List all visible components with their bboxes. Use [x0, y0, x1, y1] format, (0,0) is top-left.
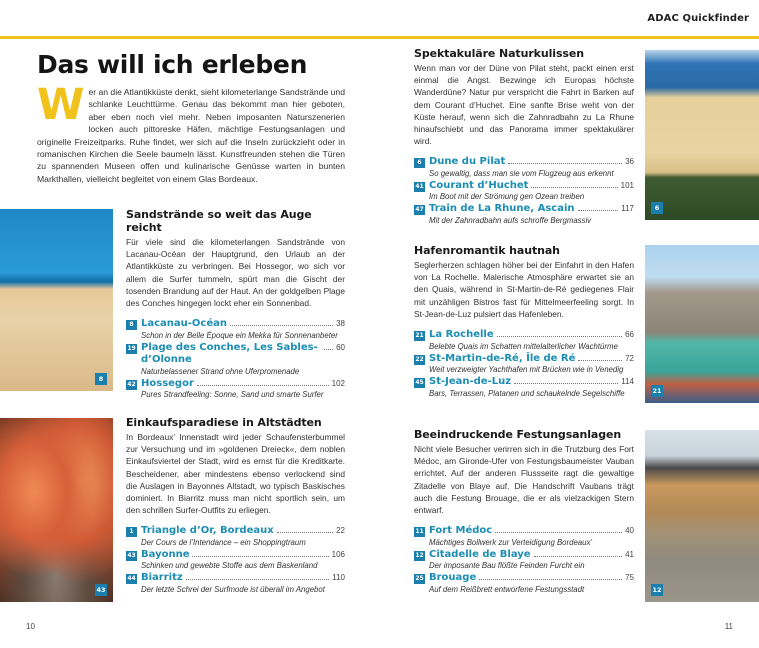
entry-item[interactable] — [414, 180, 634, 203]
entry-name[interactable]: Courant d’Huchet — [429, 179, 529, 191]
entry-name[interactable]: Hossegor — [141, 377, 194, 389]
entry-item[interactable] — [414, 353, 634, 376]
entry-list — [126, 525, 345, 595]
entry-description: Der letzte Schrei der Surfmode ist überall im Angebot — [141, 584, 325, 594]
entry-description: Mit der Zahnradbahn aufs schroffe Bergmassiv — [429, 215, 592, 225]
entry-page: 38 — [336, 319, 345, 329]
entry-name[interactable]: Fort Médoc — [429, 525, 493, 537]
section-heading: Spektakuläre Naturkulissen — [414, 47, 584, 60]
leader-dots — [578, 360, 622, 361]
photo-badge: 8 — [95, 373, 107, 385]
entry-name[interactable]: St-Jean-de-Luz — [429, 376, 512, 388]
entry-number-badge: 44 — [127, 575, 136, 583]
entry-name[interactable]: Dune du Pilat — [429, 156, 506, 168]
entry-item[interactable] — [414, 376, 634, 399]
entry-page: 75 — [625, 573, 634, 583]
entry-name[interactable]: Brouage — [429, 572, 477, 584]
entry-number-badge: 21 — [415, 332, 424, 340]
entry-description: So gewaltig, dass man sie vom Flugzeug aus erkennt — [429, 168, 614, 178]
entry-page: 60 — [336, 342, 345, 352]
page-number-left: 10 — [26, 622, 35, 631]
entry-name[interactable]: Train de La Rhune, Ascain — [429, 203, 575, 215]
section-hafenromantik — [414, 244, 634, 400]
entry-item[interactable] — [414, 203, 634, 226]
entry-page: 117 — [621, 204, 634, 214]
entry-page: 22 — [336, 526, 345, 536]
entry-description: Weit verzweigter Yachthafen mit Brücken wie in Venedig — [429, 365, 624, 375]
entry-name[interactable]: Plage des Conches, Les Sables-d’Olonne — [141, 341, 318, 366]
entry-description: Pures Strandfeeling: Sonne, Sand und smarte Surfer — [141, 390, 324, 400]
entry-item[interactable] — [414, 549, 634, 572]
section-body: Nicht viele Besucher verirren sich in die Trutzburg des Fort Médoc, am Gironde-Ufer von Festungsbaumeister Vauban errichtet. Auf der anderen Flussseite ragt die gewaltige Zitadelle von Blaye auf. Die Handschrift Vaubans trägt auch die Festung Brouage, die er als vielzackigen Stern entwarf. — [414, 444, 634, 516]
entry-number-badge: 19 — [127, 344, 136, 352]
entry-description: Im Boot mit der Strömung gen Ozean treiben — [429, 192, 585, 202]
entry-item[interactable] — [126, 549, 345, 572]
intro-text: er an die Atlantikküste denkt, sieht kilometerlange Sandstrände und schlanke Leuchttürme. Genau das bekommt man hier geboten, aber eben noch viel mehr. Neben imposanten Naturszenerien locken auch pittoreske Häfen, mächtige Festungsanlagen und originelle Freizeitparks. Ruhe findet, wer sich auf die Inseln zurückzieht oder in romanischen Kirchen die Seele baumeln lässt. Kunstfreunden stehen die Türen zu spannenden Museen offen und kulinarische Genüsse warten in bunten Markthallen, vielleicht begleitet von einem Glas Bordeaux. — [37, 87, 345, 184]
drop-cap: W — [37, 80, 85, 130]
leader-dots — [479, 579, 622, 580]
entry-item[interactable] — [414, 572, 634, 595]
entry-name[interactable]: St-Martin-de-Ré, Île de Ré — [429, 352, 576, 364]
leader-dots — [277, 532, 333, 533]
entry-list — [126, 318, 345, 400]
entry-description: Der Cours de l’Intendance – ein Shoppingtraum — [141, 537, 306, 547]
entry-item[interactable] — [414, 525, 634, 548]
section-heading: Beeindruckende Festungsanlagen — [414, 428, 622, 441]
entry-name[interactable]: Bayonne — [141, 548, 190, 560]
entry-number-badge: 42 — [127, 380, 136, 388]
photo-beach-boardwalk — [0, 209, 113, 391]
intro-paragraph — [37, 80, 345, 185]
entry-number-badge: 11 — [415, 528, 424, 536]
entry-description: Der imposante Bau flößte Feinden Furcht ein — [429, 561, 585, 571]
leader-dots — [497, 336, 622, 337]
section-body: Für viele sind die kilometerlangen Sandstrände von Lacanau-Océan der Hauptgrund, den Urlaub an der Atlantikküste zu verbringen. Bei Hossegor, wo sich vor allem die Surfer tummeln, spürt man die Gischt der tosenden Brandung auf der Haut. An der goldgelben Plage des Conches hingegen lockt eher ein Sonnenbad. — [126, 237, 345, 309]
photo-dune-du-pilat — [645, 50, 759, 220]
leader-dots — [495, 532, 622, 533]
entry-page: 66 — [625, 330, 634, 340]
page-number-right: 11 — [724, 622, 733, 631]
entry-list — [414, 525, 634, 595]
entry-name[interactable]: La Rochelle — [429, 329, 494, 341]
header-rule — [0, 36, 759, 39]
entry-item[interactable] — [414, 329, 634, 352]
leader-dots — [324, 349, 333, 350]
page-title: Das will ich erleben — [37, 50, 308, 79]
entry-number-badge: 41 — [415, 182, 424, 190]
entry-number-badge: 8 — [126, 320, 137, 330]
photo-badge: 21 — [652, 387, 662, 395]
photo-badge: 6 — [651, 202, 663, 214]
leader-dots — [514, 383, 618, 384]
entry-number-badge: 22 — [415, 355, 424, 363]
entry-item[interactable] — [126, 318, 345, 341]
photo-badge: 43 — [96, 586, 106, 594]
entry-description: Schinken und gewebte Stoffe aus dem Baskenland — [141, 561, 318, 571]
section-heading: Sandstrände so weit das Auge reicht — [126, 208, 312, 234]
entry-page: 40 — [625, 526, 634, 536]
entry-item[interactable] — [126, 342, 345, 377]
entry-page: 114 — [621, 377, 634, 387]
entry-name[interactable]: Biarritz — [141, 572, 183, 584]
entry-page: 36 — [625, 157, 634, 167]
entry-item[interactable] — [414, 156, 634, 179]
entry-list — [414, 329, 634, 399]
section-sandstraende — [126, 208, 345, 401]
leader-dots — [186, 579, 330, 580]
leader-dots — [508, 163, 622, 164]
leader-dots — [197, 385, 329, 386]
entry-number-badge: 45 — [415, 379, 424, 387]
entry-number-badge: 12 — [415, 551, 424, 559]
section-festungsanlagen — [414, 428, 634, 596]
entry-page: 41 — [625, 549, 634, 559]
photo-citadelle-de-blaye — [645, 430, 759, 602]
photo-la-rochelle-harbor — [645, 245, 759, 403]
entry-page: 110 — [332, 573, 345, 583]
leader-dots — [531, 187, 617, 188]
section-naturkulissen — [414, 47, 634, 227]
entry-page: 101 — [620, 180, 634, 190]
entry-page: 72 — [625, 353, 634, 363]
entry-description: Naturbelassener Strand ohne Uferpromenade — [141, 366, 300, 376]
entry-description: Bars, Terrassen, Platanen und schaukelnde Segelschiffe — [429, 388, 625, 398]
entry-number-badge: 25 — [415, 575, 424, 583]
section-body: In Bordeaux’ Innenstadt wird jeder Schaufensterbummel zur Versuchung und im »goldenen Dreieck«, dem noblen Einkaufsviertel der Stadt, wird es ernst für die Kreditkarte. Bescheidener, aber mindestens ebenso verlockend sind die Auslagen in Bayonnes Altstadt, wo typisch Baskisches dominiert. In Biarritz muss man nicht sportlich sein, um den schrillen Surfer-Outfits zu erliegen. — [126, 432, 345, 516]
entry-page: 106 — [331, 549, 345, 559]
entry-name[interactable]: Triangle d’Or, Bordeaux — [141, 525, 274, 537]
running-head: ADAC Quickfinder — [647, 13, 749, 24]
leader-dots — [578, 210, 619, 211]
photo-badge: 12 — [652, 586, 662, 594]
section-heading: Einkaufsparadiese in Altstädten — [126, 416, 322, 429]
entry-number-badge: 43 — [127, 551, 136, 559]
entry-name[interactable]: Lacanau-Océan — [141, 318, 228, 330]
entry-description: Mächtiges Bollwerk zur Verteidigung Bordeaux’ — [429, 537, 593, 547]
entry-item[interactable] — [126, 572, 345, 595]
entry-number-badge: 6 — [414, 158, 425, 168]
section-body: Wenn man vor der Düne von Pilat steht, packt einen erst einmal die Angst. Bezwinge ich Europas höchste Wanderdüne? Natur pur verspricht die Fahrt in Barken auf dem Courant d’Huchet. Eine sanfte Brise weht von der Küste herauf, wenn sich die Zahnradbahn zu La Rhune hinaufschiebt und das Panorama immer spektakulärer wird. — [414, 63, 634, 147]
photo-hams-market — [0, 418, 113, 602]
leader-dots — [534, 556, 623, 557]
leader-dots — [230, 325, 333, 326]
entry-description: Auf dem Reißbrett entworfene Festungsstadt — [429, 584, 585, 594]
entry-name[interactable]: Citadelle de Blaye — [429, 548, 531, 560]
entry-item[interactable] — [126, 378, 345, 401]
section-heading: Hafenromantik hautnah — [414, 244, 560, 257]
entry-number-badge: 47 — [415, 206, 424, 214]
section-einkaufsparadiese — [126, 416, 345, 596]
entry-list — [414, 156, 634, 226]
section-body: Seglerherzen schlagen höher bei der Einfahrt in den Hafen von La Rochelle. Malerische Atmosphäre erwartet sie an den Quais, während in St-Martin-de-Ré gediegenes Flair mit unzähligen Bistros fast für Mittelmeerfeeling sorgt. In St-Jean-de-Luz pulsiert das Hafenleben. — [414, 260, 634, 319]
entry-description: Belebte Quais im Schatten mittelalterlicher Wachtürme — [429, 341, 618, 351]
entry-item[interactable] — [126, 525, 345, 548]
entry-description: Schon in der Belle Époque ein Mekka für Sonnenanbeter — [141, 330, 338, 340]
entry-number-badge: 1 — [126, 527, 137, 537]
leader-dots — [192, 556, 328, 557]
entry-page: 102 — [331, 378, 345, 388]
